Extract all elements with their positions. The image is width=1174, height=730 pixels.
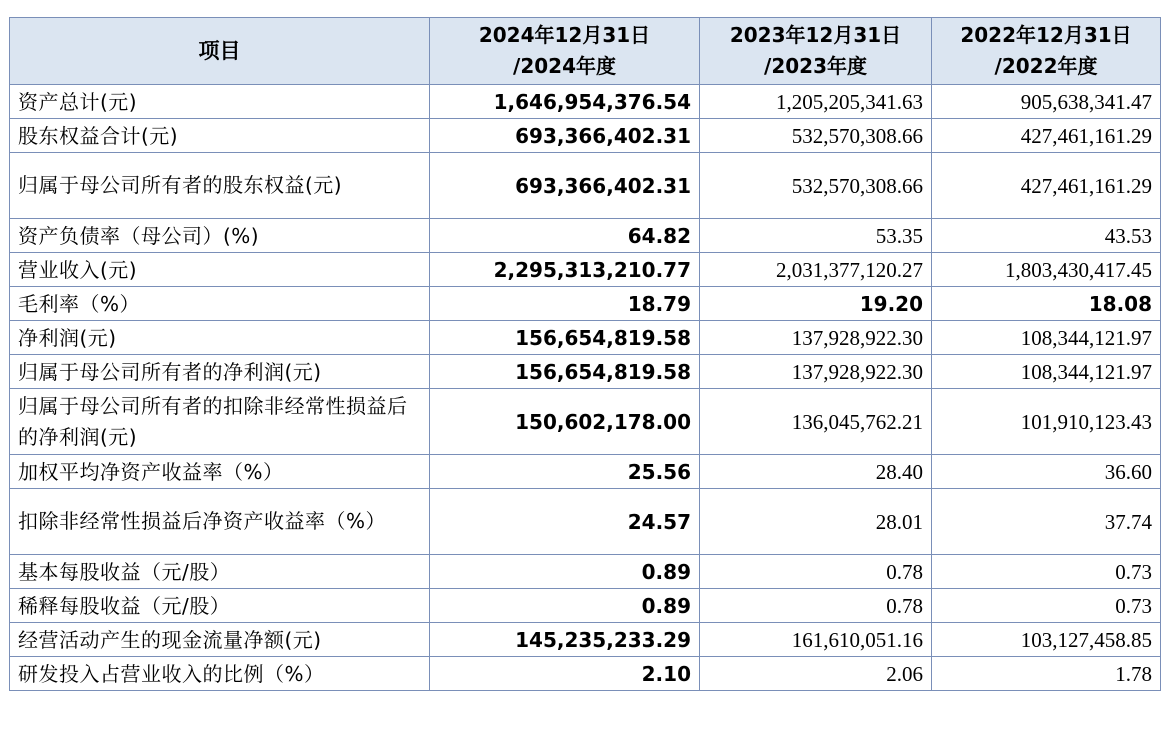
value-2023: 161,610,051.16	[700, 623, 932, 657]
value-2024: 693,366,402.31	[430, 153, 700, 219]
header-item: 项目	[10, 18, 430, 85]
table-row	[10, 119, 1161, 153]
row-label: 基本每股收益（元/股）	[10, 555, 430, 589]
value-2024: 693,366,402.31	[430, 119, 700, 153]
value-2022: 427,461,161.29	[932, 119, 1161, 153]
header-2024-date: 2024年12月31日	[478, 23, 651, 47]
value-2024: 156,654,819.58	[430, 321, 700, 355]
table-row	[10, 623, 1161, 657]
row-label: 资产负债率（母公司）(%)	[10, 219, 430, 253]
value-2022: 0.73	[932, 589, 1161, 623]
row-label: 股东权益合计(元)	[10, 119, 430, 153]
value-2024: 150,602,178.00	[430, 389, 700, 455]
value-2023: 136,045,762.21	[700, 389, 932, 455]
table-row	[10, 153, 1161, 219]
value-2024: 24.57	[430, 489, 700, 555]
value-2022: 1,803,430,417.45	[932, 253, 1161, 287]
header-2023	[700, 18, 932, 85]
value-2024: 64.82	[430, 219, 700, 253]
header-2022-year: /2022年度	[994, 54, 1098, 78]
value-2024: 0.89	[430, 555, 700, 589]
table-row	[10, 321, 1161, 355]
table-row	[10, 85, 1161, 119]
value-2023: 532,570,308.66	[700, 153, 932, 219]
row-label: 经营活动产生的现金流量净额(元)	[10, 623, 430, 657]
table-row	[10, 219, 1161, 253]
value-2022: 0.73	[932, 555, 1161, 589]
value-2024: 0.89	[430, 589, 700, 623]
row-label: 资产总计(元)	[10, 85, 430, 119]
header-2022	[932, 18, 1161, 85]
value-2023: 2.06	[700, 657, 932, 691]
value-2023: 0.78	[700, 555, 932, 589]
value-2022: 43.53	[932, 219, 1161, 253]
value-2023: 137,928,922.30	[700, 355, 932, 389]
value-2024: 156,654,819.58	[430, 355, 700, 389]
value-2024: 145,235,233.29	[430, 623, 700, 657]
table-row	[10, 389, 1161, 455]
financial-summary-table	[9, 17, 1161, 691]
table-row	[10, 657, 1161, 691]
value-2023: 28.01	[700, 489, 932, 555]
row-label: 毛利率（%）	[10, 287, 430, 321]
header-row	[10, 18, 1161, 85]
row-label: 归属于母公司所有者的净利润(元)	[10, 355, 430, 389]
value-2023: 19.20	[700, 287, 932, 321]
value-2022: 18.08	[932, 287, 1161, 321]
value-2024: 2,295,313,210.77	[430, 253, 700, 287]
value-2022: 103,127,458.85	[932, 623, 1161, 657]
table-row	[10, 355, 1161, 389]
row-label: 稀释每股收益（元/股）	[10, 589, 430, 623]
value-2022: 1.78	[932, 657, 1161, 691]
row-label: 扣除非经常性损益后净资产收益率（%）	[10, 489, 430, 555]
value-2022: 905,638,341.47	[932, 85, 1161, 119]
table-row	[10, 555, 1161, 589]
row-label: 归属于母公司所有者的扣除非经常性损益后的净利润(元)	[10, 389, 430, 455]
header-2023-date: 2023年12月31日	[729, 23, 902, 47]
row-label: 研发投入占营业收入的比例（%）	[10, 657, 430, 691]
value-2022: 427,461,161.29	[932, 153, 1161, 219]
value-2024: 2.10	[430, 657, 700, 691]
row-label: 归属于母公司所有者的股东权益(元)	[10, 153, 430, 219]
table-row	[10, 287, 1161, 321]
header-2024	[430, 18, 700, 85]
value-2023: 53.35	[700, 219, 932, 253]
value-2023: 28.40	[700, 455, 932, 489]
value-2024: 18.79	[430, 287, 700, 321]
row-label: 加权平均净资产收益率（%）	[10, 455, 430, 489]
header-2024-year: /2024年度	[513, 54, 616, 78]
value-2022: 36.60	[932, 455, 1161, 489]
value-2022: 108,344,121.97	[932, 355, 1161, 389]
table-row	[10, 455, 1161, 489]
row-label: 净利润(元)	[10, 321, 430, 355]
table-row	[10, 253, 1161, 287]
table-row	[10, 489, 1161, 555]
value-2022: 101,910,123.43	[932, 389, 1161, 455]
value-2023: 137,928,922.30	[700, 321, 932, 355]
value-2022: 108,344,121.97	[932, 321, 1161, 355]
value-2024: 25.56	[430, 455, 700, 489]
value-2023: 2,031,377,120.27	[700, 253, 932, 287]
value-2023: 1,205,205,341.63	[700, 85, 932, 119]
value-2023: 0.78	[700, 589, 932, 623]
table-row	[10, 589, 1161, 623]
header-2023-year: /2023年度	[764, 54, 867, 78]
header-2022-date: 2022年12月31日	[960, 23, 1132, 47]
row-label: 营业收入(元)	[10, 253, 430, 287]
value-2024: 1,646,954,376.54	[430, 85, 700, 119]
value-2023: 532,570,308.66	[700, 119, 932, 153]
value-2022: 37.74	[932, 489, 1161, 555]
